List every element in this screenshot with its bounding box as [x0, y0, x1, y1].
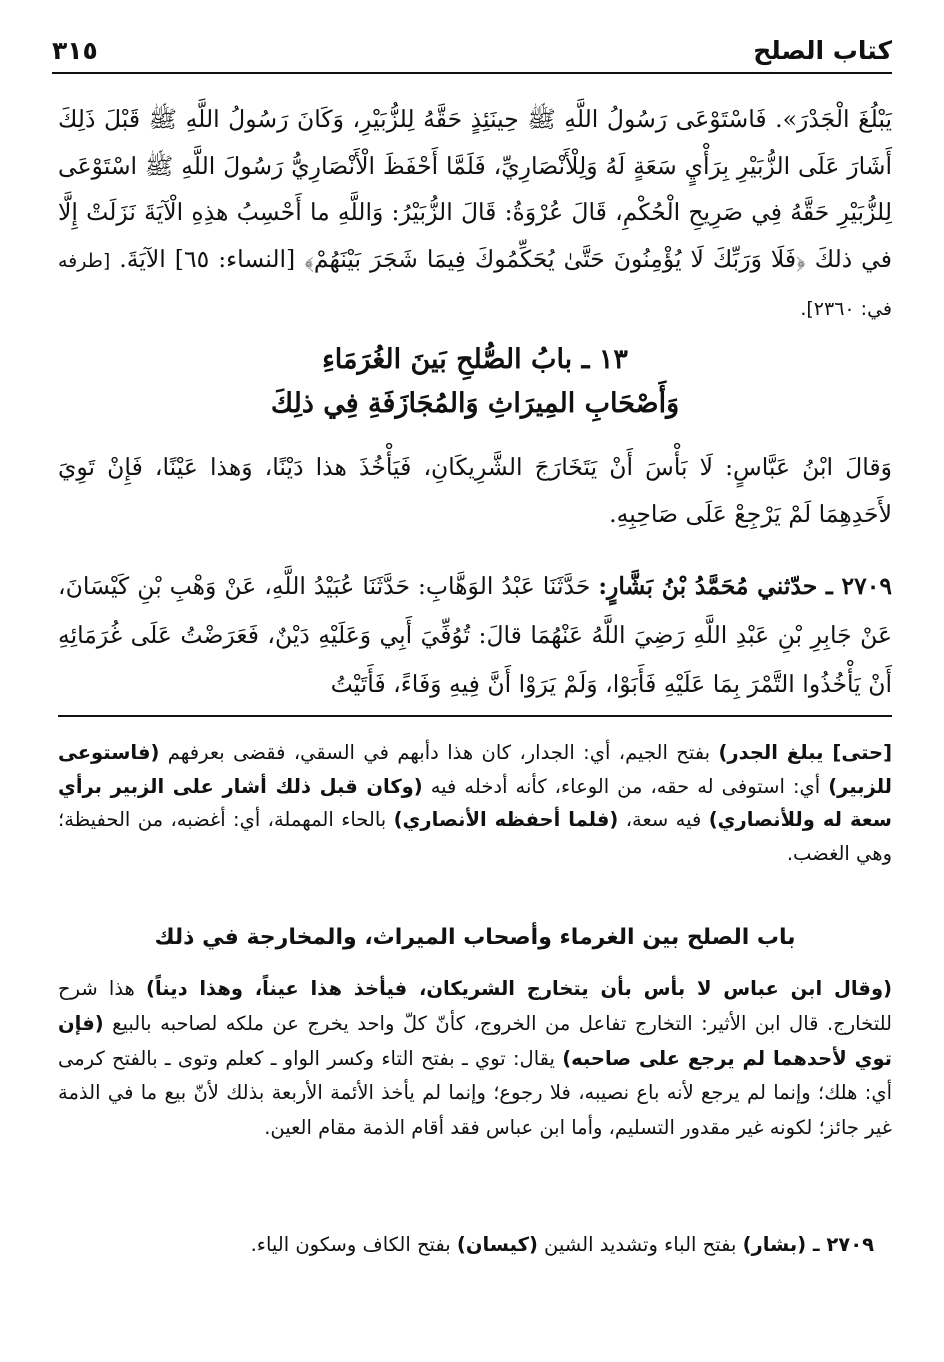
hadith-text-block	[58, 96, 892, 333]
ibn-abbas-statement	[58, 444, 892, 537]
commentary-text: بالحاء المهملة، أي: أغضبه، من الحفيظة؛ وهي الغضب.	[58, 808, 892, 865]
commentary-text: بفتح الجيم، أي: الجدار، كان هذا دأبهم في السقي، فقضى بعرفهم	[159, 741, 719, 764]
commentary-block-1	[58, 736, 892, 870]
commentary-text: أي: استوفى له حقه، من الوعاء، كأنه أدخله فيه	[422, 774, 829, 798]
chapter-heading-line-1: ١٣ ـ بابُ الصُّلحِ بَينَ الغُرَمَاءِ	[322, 344, 628, 375]
hadith-text: يَبْلُغَ الْجَدْرَ». فَاسْتَوْعَى رَسُولُ اللَّهِ ﷺ حِينَئِذٍ حَقَّهُ لِلزُّبَيْرِ، وَكَانَ رَسُولُ اللَّهِ ﷺ قَبْلَ ذَلِكَ أَشَارَ عَلَى الزُّبَيْرِ بِرَأْيٍ سَعَةٍ لَهُ وَلِلْأَنْصَارِيِّ، فَلَمَّا أَحْفَظَ الْأَنْصَارِيُّ رَسُولَ اللَّهِ ﷺ اسْتَوْعَى لِلزُّبَيْرِ حَقَّهُ فِي صَرِيحِ الْحُكْمِ، قَالَ عُرْوَةُ: قَالَ الزُّبَيْرُ: وَاللَّهِ ما أَحْسِبُ هذِهِ الْآيَةَ نَزَلَتْ إِلَّا في ذلكَ ﴿فَلَا وَرَبِّكَ لَا يُؤْمِنُونَ حَتَّىٰ يُحَكِّمُوكَ فِيمَا شَجَرَ بَيْنَهُمْ﴾ [النساء: ٦٥] الآيَةَ.	[58, 105, 892, 273]
chapter-heading	[58, 338, 892, 426]
hadith-2709-lead: ٢٧٠٩ ـ حدّثني مُحَمَّدُ بْنُ بَشَّارٍ:	[598, 572, 892, 600]
commentary-block-3	[58, 1228, 874, 1262]
page-header	[52, 28, 892, 74]
commentary-number: ٢٧٠٩ ـ	[806, 1233, 874, 1256]
commentary-text: بفتح الكاف وسكون الياء.	[250, 1233, 457, 1256]
commentary-term: (بشار)	[742, 1233, 807, 1256]
hadith-2709-paragraph	[58, 562, 892, 709]
hadith-reference: [طرفه في: ٢٣٦٠].	[58, 249, 892, 320]
footnote-divider	[58, 715, 892, 717]
book-title: كتاب الصلح	[753, 35, 892, 65]
commentary-term: (كيسان)	[456, 1233, 538, 1256]
page-number: ٣١٥	[52, 35, 98, 65]
commentary-paragraph-2	[58, 972, 892, 1146]
commentary-term: (وقال ابن عباس لا بأس بأن يتخارج الشريكان، فيأخذ هذا عيناً، وهذا ديناً)	[146, 977, 892, 1000]
commentary-text: بفتح الباء وتشديد الشين	[537, 1233, 743, 1256]
hadith-2709-text: حَدَّثَنَا عَبْدُ الوَهَّابِ: حَدَّثَنَا عُبَيْدُ اللَّهِ، عَنْ وَهْبِ بْنِ كَيْسَانَ، عَنْ جَابِرِ بْنِ عَبْدِ اللَّهِ رَضِيَ اللَّهُ عَنْهُمَا قالَ: تُوُفِّيَ أَبِي وَعَلَيْهِ دَيْنٌ، فَعَرَضْتُ عَلَى غُرَمَائِهِ أَنْ يَأْخُذُوا التَّمْرَ بِمَا عَلَيْهِ فَأَبَوْا، وَلَمْ يَرَوْا أَنَّ فِيهِ وَفَاءً، فَأَتَيْتُ	[58, 572, 892, 698]
commentary-block-2	[58, 972, 892, 1146]
hadith-paragraph	[58, 96, 892, 333]
commentary-term: (فاستوعى للزبير)	[58, 741, 892, 798]
commentary-chapter-heading: باب الصلح بين الغرماء وأصحاب الميراث، والمخارجة في ذلك	[154, 925, 796, 950]
commentary-text: فيه سعة،	[618, 808, 709, 831]
commentary-paragraph-3	[58, 1228, 874, 1262]
commentary-term: (فلما أحفظه الأنصاري)	[393, 808, 619, 831]
commentary-text: يقال: توي ـ بفتح التاء وكسر الواو ـ كعلم وتوى ـ بالفتح كرمى أي: هلك؛ وإنما لم يرجع لأنه باع نصيبه، فلا رجوع؛ وإنما لم يأخذ الأئمة الأربعة بذلك لأنّ بيع ما في الذمة غير جائز؛ لكونه غير مقدور التسليم، وأما ابن عباس فقد أقام الذمة مقام العين.	[58, 1046, 892, 1140]
hadith-2709	[58, 562, 892, 709]
commentary-term: (فإن توي لأحدهما لم يرجع على صاحبه)	[58, 1011, 892, 1070]
ibn-abbas-text: وَقالَ ابْنُ عَبَّاسٍ: لَا بَأْسَ أَنْ يَتَخَارَجَ الشَّرِيكَانِ، فَيَأْخُذَ هذا دَيْنًا، وَهذا عَيْنًا، فَإِنْ تَوِيَ لأَحَدِهِمَا لَمْ يَرْجِعْ عَلَى صَاحِبِهِ.	[58, 453, 892, 528]
commentary-term: (وكان قبل ذلك أشار على الزبير برأي سعة له وللأنصاري)	[58, 774, 892, 831]
commentary-text: هذا شرح للتخارج. قال ابن الأثير: التخارج تفاعل من الخروج، كأنّ كلّ واحد يخرج عن ملكه لصاحبه بالبيع	[58, 977, 892, 1035]
commentary-term: [حتى] يبلغ الجدر)	[718, 741, 892, 764]
commentary-paragraph-1	[58, 736, 892, 870]
chapter-heading-line-2: وَأَصْحَابِ المِيرَاثِ وَالمُجَازَفَةِ فِي ذلِكَ	[270, 388, 680, 419]
